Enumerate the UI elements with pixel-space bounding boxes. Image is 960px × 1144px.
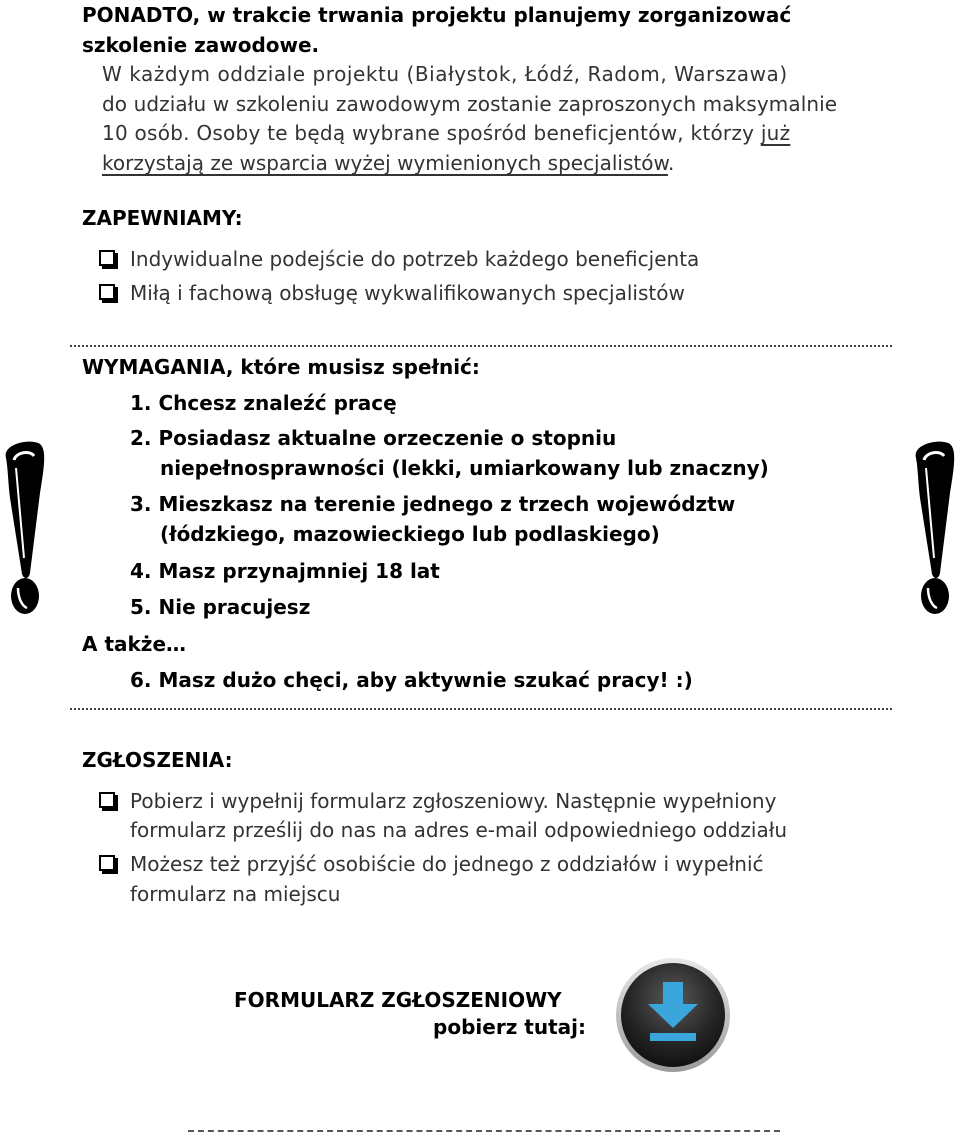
requirement-item-continuation: niepełnosprawności (lekki, umiarkowany lub znaczny) bbox=[160, 456, 769, 480]
zgloszenia-item: Możesz też przyjść osobiście do jednego z oddziałów i wypełnić bbox=[130, 852, 764, 876]
zgloszenia-item: Pobierz i wypełnij formularz zgłoszeniowy. Następnie wypełniony bbox=[130, 789, 777, 813]
zgloszenia-item-continuation: formularz prześlij do nas na adres e-mail odpowiedniego oddziału bbox=[130, 818, 788, 842]
intro-heading-line1: PONADTO, w trakcie trwania projektu planujemy zorganizować bbox=[82, 3, 792, 27]
zapewniamy-item: Indywidualne podejście do potrzeb każdego beneficjenta bbox=[130, 247, 700, 271]
wymagania-heading: WYMAGANIA, które musisz spełnić: bbox=[82, 355, 480, 379]
zapewniamy-heading: ZAPEWNIAMY: bbox=[82, 206, 243, 230]
requirement-item: 5. Nie pracujesz bbox=[130, 595, 311, 619]
requirement-item-continuation: (łódzkiego, mazowieckiego lub podlaskiego) bbox=[160, 522, 660, 546]
zapewniamy-item: Miłą i fachową obsługę wykwalifikowanych specjalistów bbox=[130, 281, 685, 305]
zgloszenia-item-continuation: formularz na miejscu bbox=[130, 882, 341, 906]
dotted-divider bbox=[70, 345, 892, 347]
zgloszenia-heading: ZGŁOSZENIA: bbox=[82, 748, 233, 772]
checkbox-icon bbox=[99, 250, 115, 266]
intro-paragraph-line3: 10 osób. Osoby te będą wybrane spośród beneficjentów, którzy już bbox=[102, 121, 791, 145]
exclamation-mark-icon bbox=[0, 438, 50, 618]
requirement-item: 6. Masz dużo chęci, aby aktywnie szukać pracy! :) bbox=[130, 668, 693, 692]
download-label-line1: FORMULARZ ZGŁOSZENIOWY bbox=[234, 988, 562, 1012]
download-label-line2: pobierz tutaj: bbox=[433, 1015, 586, 1039]
checkbox-icon bbox=[99, 792, 115, 808]
dashed-divider bbox=[188, 1130, 780, 1132]
download-button[interactable] bbox=[614, 956, 732, 1074]
requirement-item: 3. Mieszkasz na terenie jednego z trzech województw bbox=[130, 492, 736, 516]
requirement-item: 4. Masz przynajmniej 18 lat bbox=[130, 559, 440, 583]
requirement-item: 2. Posiadasz aktualne orzeczenie o stopniu bbox=[130, 426, 617, 450]
dotted-divider bbox=[70, 708, 892, 710]
exclamation-mark-icon bbox=[910, 438, 960, 618]
checkbox-icon bbox=[99, 855, 115, 871]
intro-paragraph-line4: korzystają ze wsparcia wyżej wymienionych specjalistów. bbox=[102, 151, 675, 175]
checkbox-icon bbox=[99, 284, 115, 300]
requirement-item: 1. Chcesz znaleźć pracę bbox=[130, 391, 397, 415]
also-label: A także… bbox=[82, 632, 187, 656]
intro-paragraph-line1: W każdym oddziale projektu (Białystok, Łódź, Radom, Warszawa) bbox=[102, 62, 788, 86]
intro-paragraph-line2: do udziału w szkoleniu zawodowym zostanie zaproszonych maksymalnie bbox=[102, 92, 838, 116]
intro-heading-line2: szkolenie zawodowe. bbox=[82, 33, 320, 57]
